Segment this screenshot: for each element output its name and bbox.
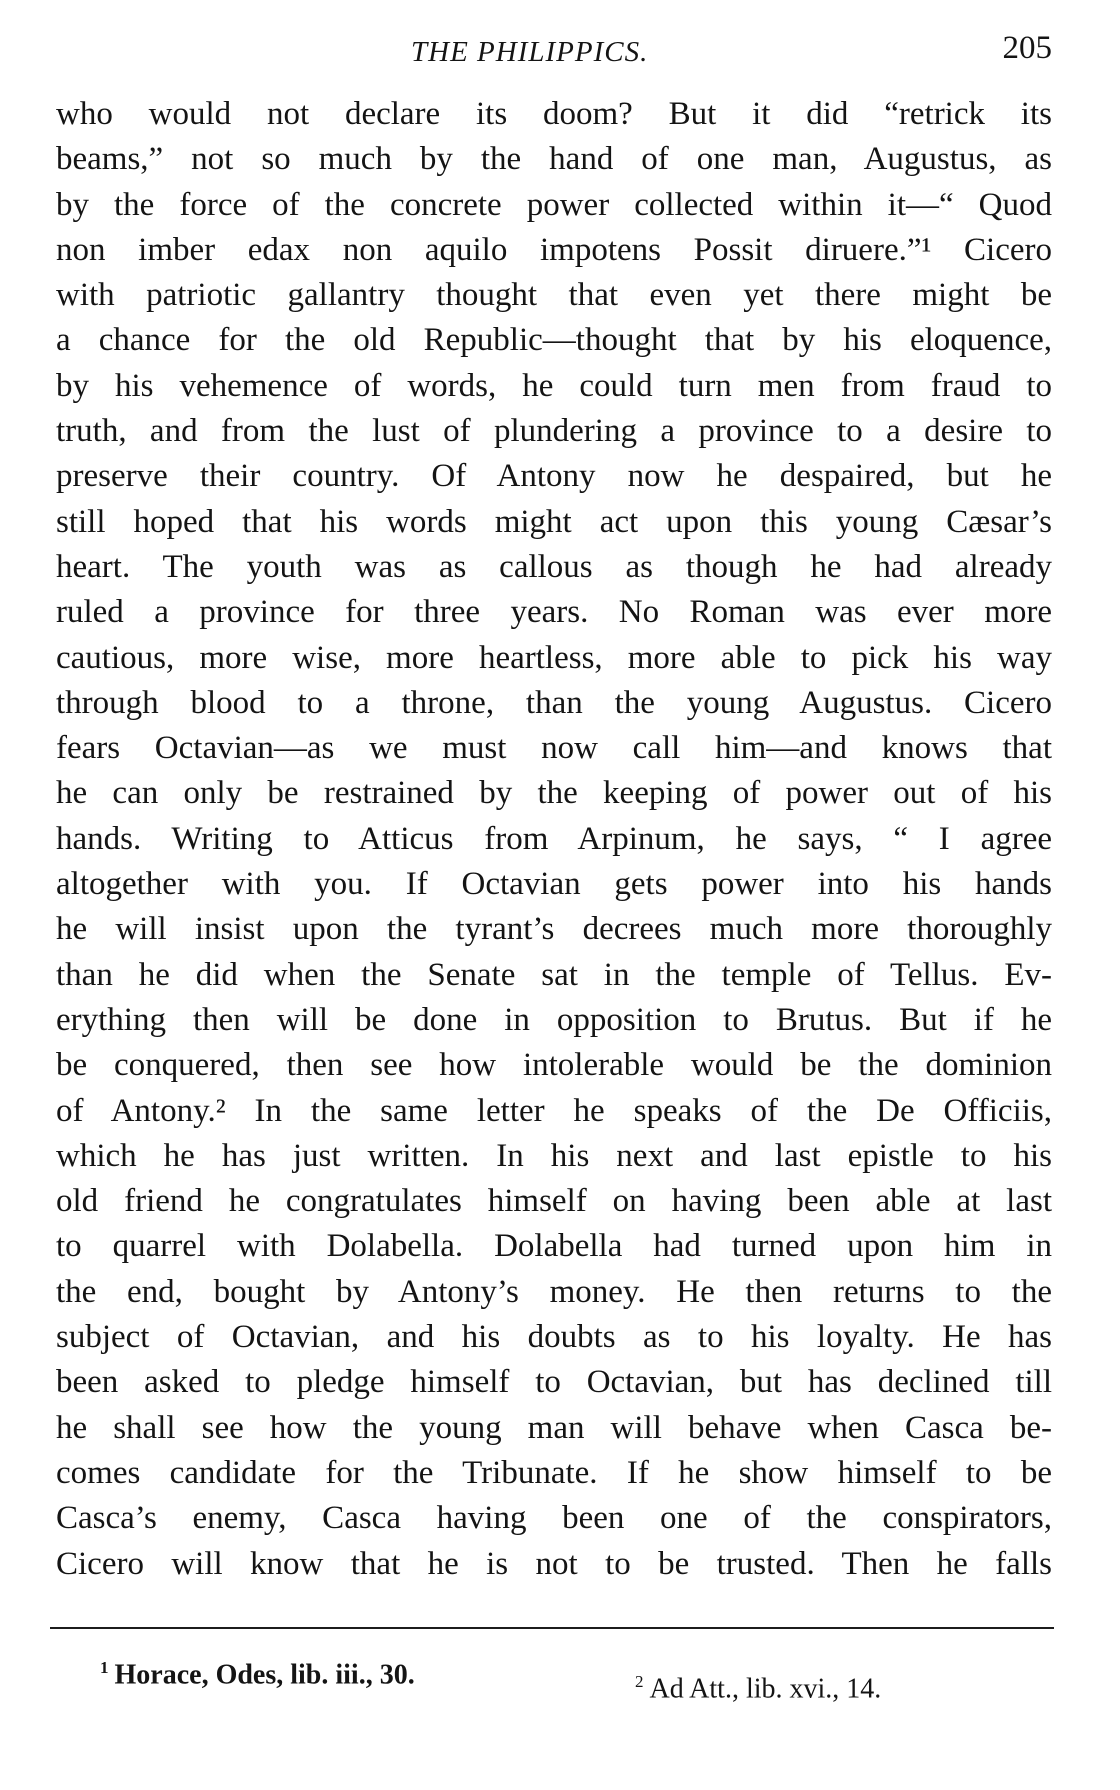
text-line: of Antony.² In the same letter he speaks of the De Officiis, (56, 1092, 1052, 1129)
text-line: by his vehemence of words, he could turn men from fraud to (56, 367, 1052, 404)
text-line: truth, and from the lust of plundering a province to a desire to (56, 413, 1052, 450)
text-line: ruled a province for three years. No Roman was ever more (56, 594, 1052, 631)
footnote-divider (50, 1627, 1054, 1629)
text-line: fears Octavian—as we must now call him—and knows that (56, 730, 1052, 767)
text-line: been asked to pledge himself to Octavian, but has declined till (56, 1364, 1052, 1401)
text-line: who would not declare its doom? But it did “retrick its (56, 96, 1052, 132)
text-line: comes candidate for the Tribunate. If he show himself to be (56, 1454, 1052, 1491)
text-line: which he has just written. In his next and last epistle to his (56, 1137, 1052, 1174)
text-line: to quarrel with Dolabella. Dolabella had turned upon him in (56, 1228, 1052, 1265)
text-line: he shall see how the young man will behave when Casca be- (56, 1409, 1052, 1446)
page-header (56, 30, 1052, 74)
text-line: still hoped that his words might act upon this young Cæsar’s (56, 503, 1052, 540)
text-line: with patriotic gallantry thought that even yet there might be (56, 277, 1052, 314)
text-line: by the force of the concrete power collected within it—“ Quod (56, 186, 1052, 223)
footnote-marker: 2 (635, 1672, 644, 1691)
text-line: the end, bought by Antony’s money. He then returns to the (56, 1273, 1052, 1310)
page-number: 205 (1002, 30, 1052, 66)
text-line: he can only be restrained by the keeping of power out of his (56, 775, 1052, 812)
footnote-2 (635, 1672, 881, 1705)
footnote-marker: 1 (100, 1658, 109, 1677)
text-line: hands. Writing to Atticus from Arpinum, he says, “ I agree (56, 820, 1052, 857)
text-line: be conquered, then see how intolerable would be the dominion (56, 1047, 1052, 1084)
text-line: old friend he congratulates himself on having been able at last (56, 1183, 1052, 1220)
text-line: he will insist upon the tyrant’s decrees much more thoroughly (56, 911, 1052, 948)
text-line: a chance for the old Republic—thought that by his eloquence, (56, 322, 1052, 359)
text-line: cautious, more wise, more heartless, more able to pick his way (56, 639, 1052, 676)
footnote-text: Horace, Odes, lib. iii., 30. (114, 1659, 415, 1691)
text-line: erything then will be done in opposition to Brutus. But if he (56, 1001, 1052, 1038)
text-line: than he did when the Senate sat in the temple of Tellus. Ev- (56, 956, 1052, 993)
text-line: Casca’s enemy, Casca having been one of the conspirators, (56, 1500, 1052, 1537)
text-line: non imber edax non aquilo impotens Possit diruere.”¹ Cicero (56, 231, 1052, 268)
text-line: Cicero will know that he is not to be trusted. Then he falls (56, 1545, 1052, 1582)
text-line: altogether with you. If Octavian gets power into his hands (56, 866, 1052, 903)
text-line: beams,” not so much by the hand of one man, Augustus, as (56, 141, 1052, 178)
text-line: preserve their country. Of Antony now he despaired, but he (56, 458, 1052, 495)
running-title: THE PHILIPPICS. (411, 36, 649, 68)
footnote-1 (100, 1658, 415, 1691)
footnotes (80, 1650, 1030, 1710)
text-line: heart. The youth was as callous as though he had already (56, 548, 1052, 585)
text-line: subject of Octavian, and his doubts as to his loyalty. He has (56, 1319, 1052, 1356)
footnote-text: Ad Att., lib. xvi., 14. (649, 1673, 882, 1705)
body-text (56, 92, 1052, 1587)
text-line: through blood to a throne, than the young Augustus. Cicero (56, 684, 1052, 721)
